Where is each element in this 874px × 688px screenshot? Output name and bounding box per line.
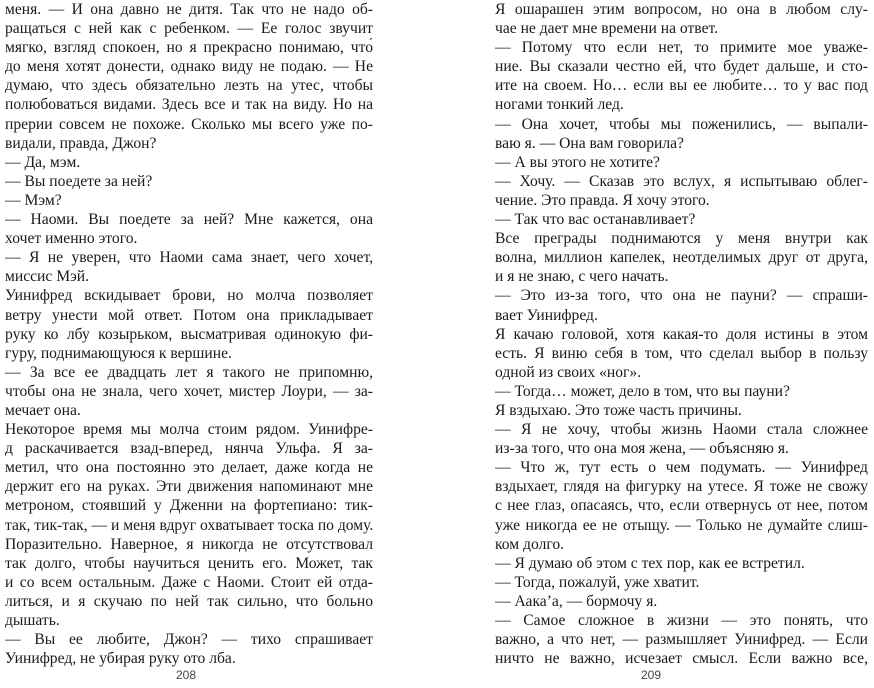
- text-line: ите на своем. Но… если вы ее любите… то у вас под: [495, 77, 868, 95]
- text-line: Поразительно. Наверное, я никогда не отсутствовал: [5, 535, 373, 553]
- text-line: гуру, поднимающуюся к вершине.: [5, 344, 232, 362]
- text-line: уже никогда ее не отыщу. — Только не думайте слиш-: [495, 516, 868, 534]
- text-line: — Потому что если нет, то примите мое уваже-: [495, 39, 868, 57]
- text-line: Уинифред, не убирая руку ото лба.: [5, 650, 236, 668]
- text-line: меня. — И она давно не дитя. Так что не надо об-: [5, 1, 373, 18]
- text-line: есть. Я виню себя в том, что сделал выбор в пользу: [495, 344, 868, 362]
- text-line: чае не дает мне времени на ответ.: [495, 20, 719, 38]
- text-line: — Тогда, пожалуй, уже хватит.: [495, 573, 700, 591]
- text-line: ние. Вы сказали честно ей, что будет дальше, и сто-: [495, 58, 868, 76]
- text-line: дышать.: [5, 612, 60, 629]
- text-line: из-за того, что она моя жена, — объясняю я.: [495, 440, 789, 458]
- text-line: Я качаю головой, хотя какая-то доля истины в этом: [495, 325, 868, 343]
- text-line: — Я не хочу, чтобы жизнь Наоми стала сложнее: [495, 421, 868, 439]
- text-line: руку ко лбу козырьком, высматривая одинокую фи-: [5, 325, 373, 343]
- text-line: — Да, мэм.: [5, 153, 81, 171]
- text-line: вздыхает, глядя на фигурку на утесе. Я тоже не свожу: [495, 478, 868, 496]
- text-line: думаю, что здесь обязательно лезть на утес, чтобы: [5, 77, 373, 95]
- text-line: до меня хотят донести, однако виду не подаю. — Не: [5, 58, 373, 76]
- text-line: чение. Это правда. Я хочу этого.: [495, 191, 710, 209]
- text-line: с нее глаз, опасаясь, что, если отвернусь от нее, потом: [495, 497, 868, 515]
- text-line: держит его на руках. Эти движения напоминают мне: [5, 478, 373, 496]
- text-line: — Мэм?: [5, 191, 62, 209]
- text-line: так долго, чтобы научиться ценить его. Может, так: [5, 554, 373, 572]
- text-line: — Так что вас останавливает?: [495, 211, 696, 229]
- text-line: и я не знаю, с чего начать.: [495, 268, 669, 286]
- text-line: ничто не важно, исчезает смысл. Если важно все,: [495, 650, 868, 668]
- text-line: ветру унести мой ответ. Потом она прикладывает: [5, 306, 373, 324]
- left-page-text: [5, 0, 373, 668]
- text-line: видали, правда, Джон?: [5, 134, 157, 152]
- text-line: волна, миллион капелек, неотделимых друг от друга,: [495, 249, 868, 267]
- text-line: — Хочу. — Сказав это вслух, я испытываю облег-: [495, 172, 868, 190]
- text-line: — Вы ее любите, Джон? — тихо спрашивает: [5, 631, 373, 649]
- text-line: — Тогда… может, дело в том, что вы пауни?: [495, 382, 790, 400]
- text-line: мечает она.: [5, 401, 81, 419]
- text-line: метроном, стоявший у Дженни на фортепиано: тик-: [5, 497, 373, 515]
- text-line: — А вы этого не хотите?: [495, 153, 660, 171]
- text-line: — Что ж, тут есть о чем подумать. — Уинифред: [495, 459, 868, 477]
- text-line: — Это из-за того, что она не пауни? — спраши-: [495, 287, 868, 305]
- text-line: Некоторое время мы молча стоим рядом. Уинифре-: [5, 421, 373, 439]
- text-line: ком долго.: [495, 535, 565, 553]
- text-line: Я вздыхаю. Это тоже часть причины.: [495, 401, 742, 419]
- text-line: — Я не уверен, что Наоми сама знает, чего хочет,: [5, 249, 373, 267]
- right-page-number: 209: [640, 668, 662, 682]
- right-page-text: [495, 0, 868, 668]
- text-line: Я ошарашен этим вопросом, но она в любом слу-: [495, 1, 868, 18]
- text-line: — Самое сложное в жизни — это понять, что: [495, 612, 868, 629]
- text-line: ногами тонкий лед.: [495, 96, 624, 114]
- text-line: — За все ее двадцать лет я такого не припомню,: [5, 363, 373, 381]
- text-line: ращаться с ней как с ребенком. — Ее голос звучит: [5, 20, 373, 38]
- left-page-number: 208: [175, 668, 197, 682]
- text-line: хочет именно этого.: [5, 230, 138, 248]
- text-line: д раскачивается взад-вперед, нянча Ульфа. Я за-: [5, 440, 373, 458]
- text-line: и со всем остальным. Даже с Наоми. Стоит ей отда-: [5, 573, 373, 591]
- text-line: — Аака’а, — бормочу я.: [495, 592, 658, 610]
- text-line: — Вы поедете за ней?: [5, 172, 153, 190]
- right-page: [437, 0, 874, 688]
- text-line: мягко, взгляд спокоен, но я прекрасно понимаю, что́: [5, 39, 373, 57]
- text-line: ваю я. — Она вам говорила?: [495, 134, 684, 152]
- text-line: полюбоваться видами. Здесь все и так на виду. Но на: [5, 96, 373, 114]
- text-line: Уинифред вскидывает брови, но молча позволяет: [5, 287, 373, 305]
- text-line: важно, а что нет, — размышляет Уинифред. — Если: [495, 631, 868, 649]
- text-line: прерии совсем не похоже. Сколько мы всего уже по-: [5, 115, 373, 133]
- text-line: литься, и я скучаю по ней так сильно, что больно: [5, 592, 373, 610]
- text-line: — Она хочет, чтобы мы поженились, — выпали-: [495, 115, 868, 133]
- text-line: одной из своих «ног».: [495, 363, 642, 381]
- text-line: метил, что она постоянно это делает, даже когда не: [5, 459, 373, 477]
- text-line: — Я думаю об этом с тех пор, как ее встретил.: [495, 554, 805, 572]
- text-line: так, тик-так, — и меня вдруг охватывает тоска по дому.: [5, 516, 373, 534]
- text-line: вает Уинифред.: [495, 306, 598, 324]
- text-line: миссис Мэй.: [5, 268, 90, 286]
- text-line: — Наоми. Вы поедете за ней? Мне кажется, она: [5, 211, 373, 229]
- text-line: чтобы она не знала, чего хочет, мистер Лоури, — за-: [5, 382, 373, 400]
- text-line: Все преграды поднимаются у меня внутри как: [495, 230, 868, 248]
